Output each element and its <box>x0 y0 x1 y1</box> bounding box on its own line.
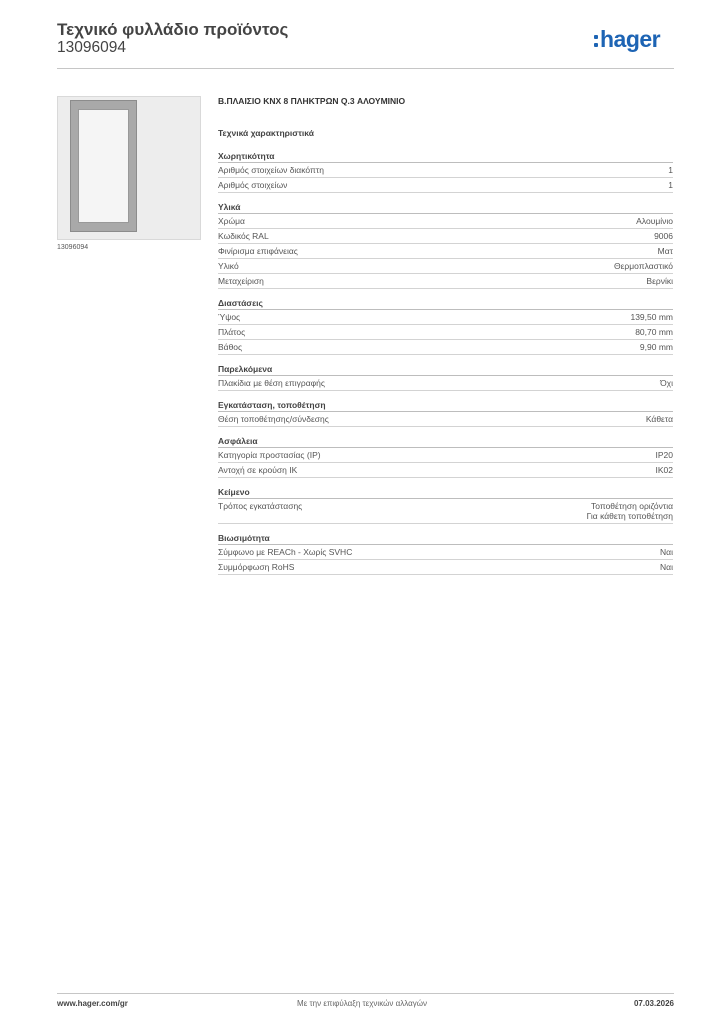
spec-values <box>668 165 673 175</box>
spec-value: Ναι <box>660 547 673 557</box>
spec-values <box>614 261 673 271</box>
product-title: Β.ΠΛΑΙΣΙΟ KNX 8 ΠΛΗΚΤΡΩΝ Q.3 ΑΛΟΥΜΙΝΙΟ <box>218 96 406 106</box>
spec-sections <box>218 150 673 575</box>
spec-values <box>660 378 673 388</box>
footer-divider <box>57 993 674 994</box>
footer-date: 07.03.2026 <box>633 999 674 1008</box>
spec-values <box>630 312 673 322</box>
spec-values <box>587 501 673 521</box>
section-title: Υλικά <box>218 201 673 214</box>
spec-label: Αριθμός στοιχείων διακόπτη <box>218 165 324 175</box>
spec-row <box>218 376 673 391</box>
spec-values <box>646 276 673 286</box>
spec-section <box>218 399 673 427</box>
spec-section <box>218 363 673 391</box>
spec-row <box>218 259 673 274</box>
spec-section <box>218 486 673 524</box>
spec-value: 80,70 mm <box>635 327 673 337</box>
spec-value: Για κάθετη τοποθέτηση <box>586 511 673 521</box>
spec-subtitle: Τεχνικά χαρακτηριστικά <box>218 128 314 138</box>
section-title: Βιωσιμότητα <box>218 532 673 545</box>
spec-label: Χρώμα <box>218 216 245 226</box>
spec-row <box>218 463 673 478</box>
spec-values <box>636 216 673 226</box>
spec-label: Κατηγορία προστασίας (IP) <box>218 450 321 460</box>
product-image <box>57 96 201 240</box>
spec-value: Ματ <box>657 246 673 256</box>
spec-label: Ύψος <box>218 312 241 322</box>
spec-value: 139,50 mm <box>630 312 673 322</box>
spec-row <box>218 340 673 355</box>
spec-values <box>646 414 673 424</box>
spec-value: Αλουμίνιο <box>636 216 673 226</box>
spec-value: 1 <box>668 165 673 175</box>
spec-sheet <box>218 96 673 575</box>
footer-disclaimer: Με την επιφύλαξη τεχνικών αλλαγών <box>297 999 427 1008</box>
spec-values <box>660 562 673 572</box>
spec-value: 9,90 mm <box>639 342 673 352</box>
spec-value: IP20 <box>655 450 673 460</box>
spec-row <box>218 178 673 193</box>
spec-label: Τρόπος εγκατάστασης <box>218 501 303 511</box>
spec-values <box>654 231 673 241</box>
spec-label: Αριθμός στοιχείων <box>218 180 288 190</box>
spec-row <box>218 325 673 340</box>
spec-values <box>660 547 673 557</box>
spec-row <box>218 448 673 463</box>
spec-row <box>218 560 673 575</box>
section-title: Χωρητικότητα <box>218 150 673 163</box>
spec-value: Βερνίκι <box>646 276 673 286</box>
logo-text: hager <box>600 26 661 52</box>
page-title: Τεχνικό φυλλάδιο προϊόντος <box>57 20 289 39</box>
frame-icon <box>70 100 137 232</box>
footer-website: www.hager.com/gr <box>57 999 128 1008</box>
section-title: Παρελκόμενα <box>218 363 673 376</box>
logo-colon-icon <box>594 35 599 51</box>
section-title: Διαστάσεις <box>218 297 673 310</box>
spec-row <box>218 545 673 560</box>
spec-section <box>218 201 673 289</box>
spec-value: Τοποθέτηση οριζόντια <box>590 501 673 511</box>
header-divider <box>57 68 674 69</box>
spec-section <box>218 532 673 575</box>
spec-label: Πλακίδια με θέση επιγραφής <box>218 378 325 388</box>
spec-label: Αντοχή σε κρούση IK <box>218 465 298 475</box>
hager-logo <box>594 28 674 58</box>
spec-label: Βάθος <box>218 342 243 352</box>
spec-section <box>218 150 673 193</box>
spec-label: Φινίρισμα επιφάνειας <box>218 246 298 256</box>
spec-row <box>218 244 673 259</box>
spec-label: Συμμόρφωση RoHS <box>218 562 295 572</box>
spec-value: Θερμοπλαστικό <box>613 261 673 271</box>
spec-label: Κωδικός RAL <box>218 231 269 241</box>
spec-label: Μεταχείριση <box>218 276 264 286</box>
spec-row <box>218 214 673 229</box>
spec-value: Ναι <box>660 562 673 572</box>
spec-label: Θέση τοποθέτησης/σύνδεσης <box>218 414 329 424</box>
spec-values <box>658 246 673 256</box>
section-title: Ασφάλεια <box>218 435 673 448</box>
spec-label: Υλικό <box>218 261 239 271</box>
product-image-caption: 13096094 <box>57 244 89 251</box>
spec-label: Πλάτος <box>218 327 246 337</box>
section-title: Κείμενο <box>218 486 673 499</box>
section-title: Εγκατάσταση, τοποθέτηση <box>218 399 673 412</box>
spec-section <box>218 297 673 355</box>
spec-values <box>656 465 674 475</box>
spec-row <box>218 274 673 289</box>
spec-row <box>218 229 673 244</box>
spec-row <box>218 163 673 178</box>
spec-label: Σύμφωνο με REACh - Χωρίς SVHC <box>218 547 353 557</box>
product-code: 13096094 <box>57 39 126 56</box>
spec-values <box>668 180 673 190</box>
spec-value: Κάθετα <box>645 414 673 424</box>
spec-values <box>635 327 673 337</box>
spec-value: 1 <box>668 180 673 190</box>
spec-row <box>218 310 673 325</box>
spec-values <box>640 342 673 352</box>
spec-value: IK02 <box>655 465 673 475</box>
spec-value: 9006 <box>654 231 673 241</box>
spec-row <box>218 412 673 427</box>
spec-section <box>218 435 673 478</box>
spec-values <box>656 450 674 460</box>
spec-row <box>218 499 673 524</box>
spec-value: Όχι <box>660 378 673 388</box>
